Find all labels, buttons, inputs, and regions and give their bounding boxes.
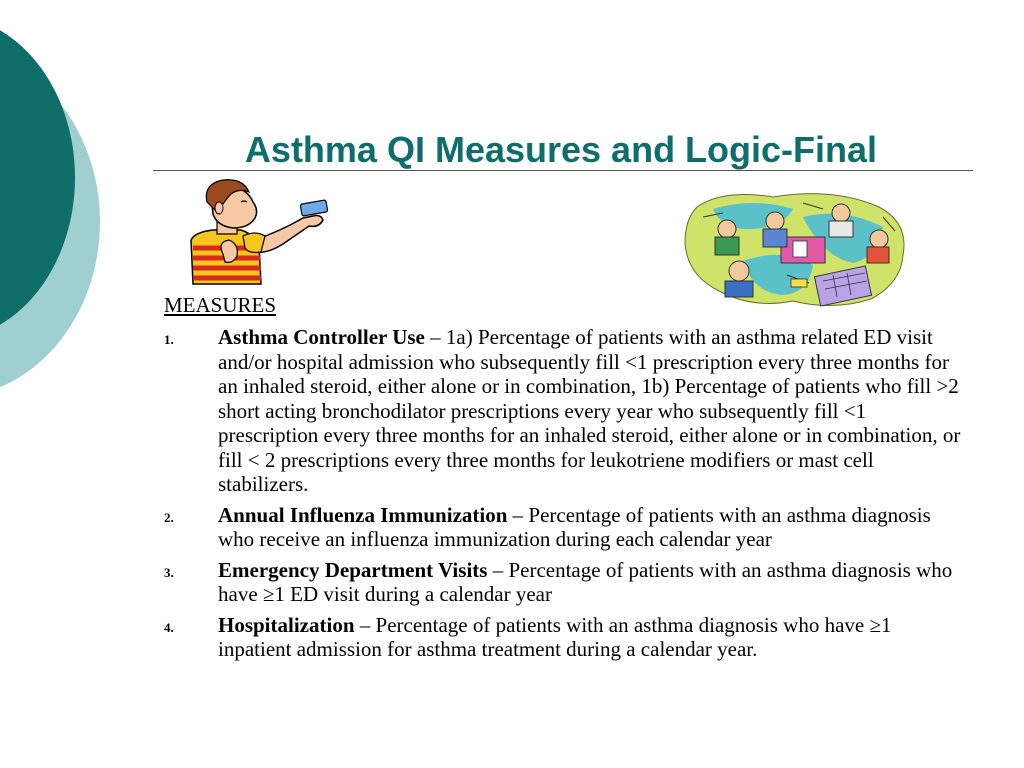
medical-staff-collage-clipart	[683, 187, 911, 311]
separator: –	[487, 557, 509, 582]
separator: –	[507, 502, 529, 527]
boy-using-inhaler-clipart	[183, 178, 355, 288]
list-item	[164, 558, 969, 607]
list-number: 4.	[164, 619, 174, 635]
measure-description: Percentage of patients with an asthma diagnosis who have ≥1 ED visit during a calendar year	[218, 557, 953, 606]
list-item	[164, 613, 969, 662]
measure-description: Percentage of patients with an asthma diagnosis who receive an influenza immunization during each calendar year	[218, 502, 931, 551]
list-item	[164, 325, 969, 497]
measure-name: Asthma Controller Use	[218, 325, 425, 349]
measures-list	[164, 325, 969, 668]
measure-name: Emergency Department Visits	[218, 557, 488, 582]
list-number: 2.	[164, 509, 174, 525]
title-underline-divider	[153, 170, 973, 171]
measure-description: Percentage of patients with an asthma diagnosis who have ≥1 inpatient admission for asthma treatment during a calendar year.	[218, 612, 892, 661]
separator: –	[424, 325, 446, 349]
separator: –	[354, 612, 376, 637]
measure-description: 1a) Percentage of patients with an asthma related ED visit and/or hospital admission who subsequently fill <1 prescription every three months for an inhaled steroid, either alone or in combination, 1b) Percentage of patients who fill >2 short acting bronchodilator prescriptions every year who subsequently fill <1 prescription every three months for an inhaled steroid, either alone or in combination, or fill < 2 prescriptions every three months for leukotriene modifiers or mast cell stabilizers.	[218, 325, 961, 496]
slide-title: Asthma QI Measures and Logic-Final	[244, 129, 878, 170]
list-number: 3.	[164, 564, 174, 580]
list-item	[164, 503, 969, 552]
measures-heading: MEASURES	[164, 293, 277, 317]
measure-name: Annual Influenza Immunization	[218, 502, 508, 527]
list-number: 1.	[164, 332, 174, 347]
measure-name: Hospitalization	[218, 612, 355, 637]
